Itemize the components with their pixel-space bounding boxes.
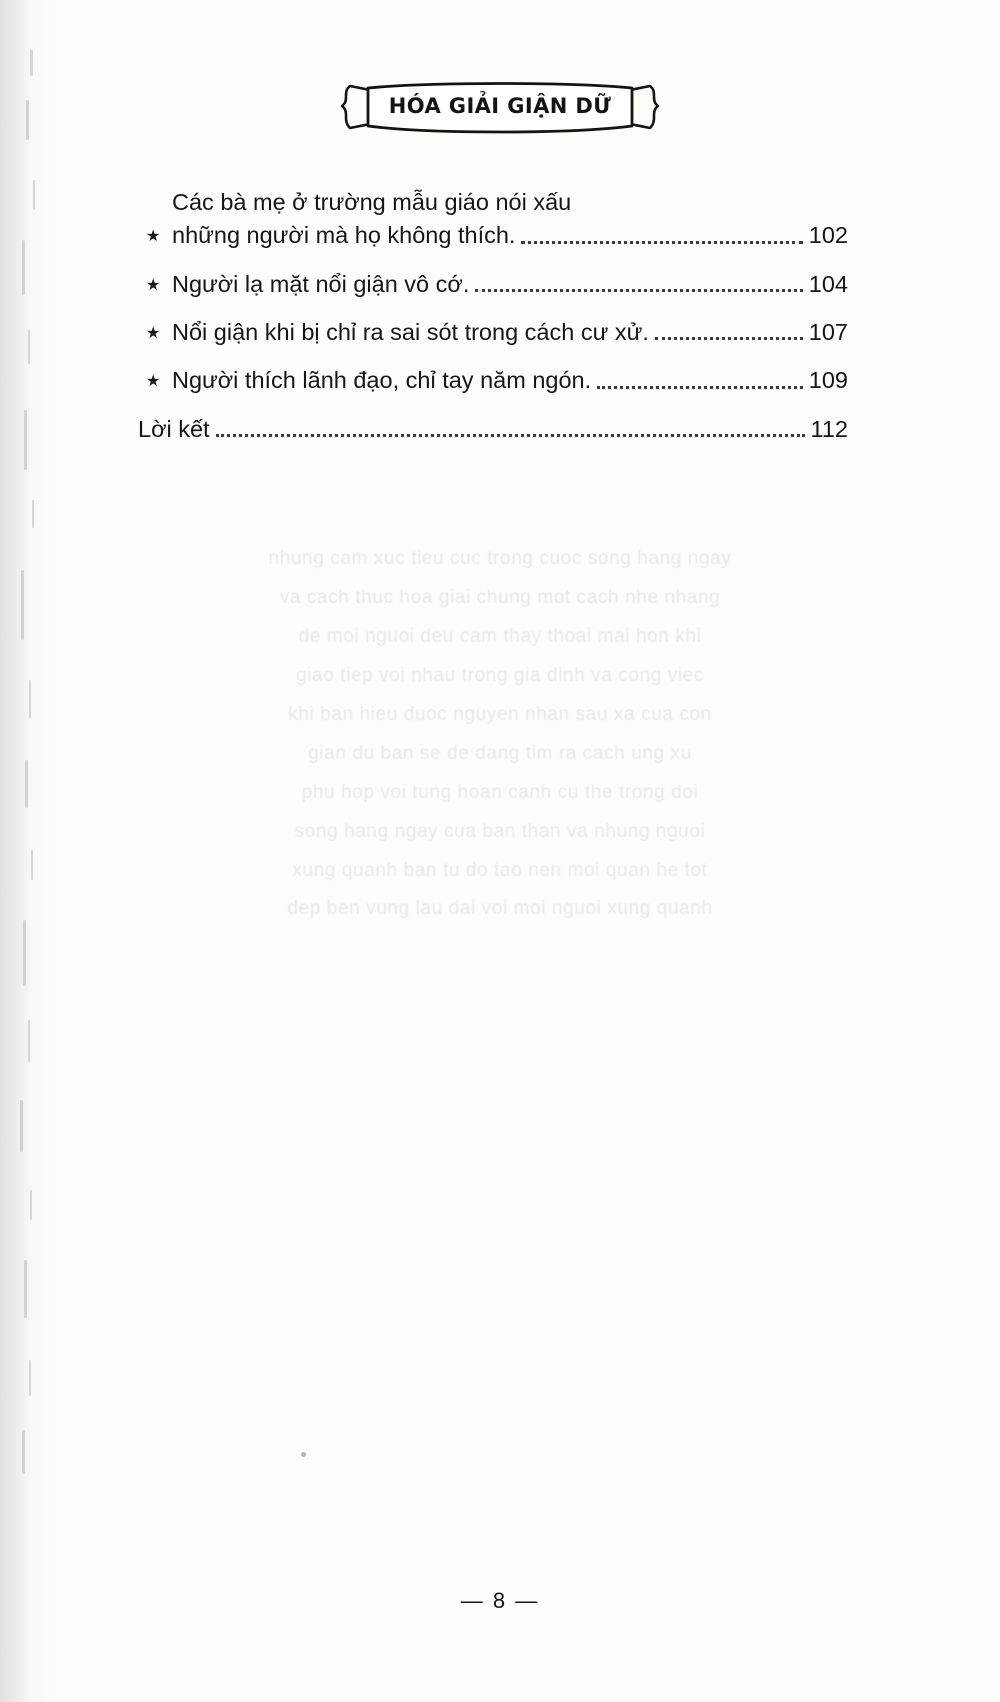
- bleed-through-line: dep ben vung lau dai voi moi nguoi xung quanh: [287, 898, 713, 920]
- bleed-through-line: song hang ngay cua ban than va nhung nguoi: [294, 820, 706, 842]
- toc-entry-line2: Người lạ mặt nổi giận vô cớ.: [172, 270, 470, 297]
- leader-dots: [597, 385, 803, 389]
- toc-page-number: 102: [808, 222, 848, 249]
- star-icon: ★: [146, 276, 161, 294]
- toc-entry-body: [138, 413, 848, 446]
- bleed-through-line: de moi nguoi deu cam thay thoai mai hon khi: [298, 625, 702, 647]
- bleed-through-text: [150, 540, 850, 929]
- leader-dots: [475, 288, 802, 292]
- toc-list: [138, 186, 848, 461]
- toc-entry-line1: Các bà mẹ ở trường mẫu giáo nói xấu: [172, 189, 572, 215]
- toc-entry-closing[interactable]: [138, 413, 848, 446]
- scan-speck: [301, 1452, 306, 1457]
- toc-entry-body: [172, 316, 848, 349]
- star-icon: ★: [146, 325, 161, 343]
- toc-entry-line2: Người thích lãnh đạo, chỉ tay năm ngón.: [172, 367, 592, 394]
- toc-page-number: 109: [808, 367, 848, 394]
- bleed-through-line: phu hop voi tung hoan canh cu the trong doi: [301, 781, 699, 803]
- leader-dots: [655, 336, 803, 340]
- toc-entry-line2: những người mà họ không thích.: [172, 222, 516, 249]
- toc-entry-body: [172, 186, 848, 253]
- toc-entry[interactable]: [146, 268, 848, 301]
- toc-page-number: 107: [808, 319, 848, 346]
- page-title: HÓA GIẢI GIẬN DỮ: [388, 94, 612, 118]
- toc-entry-body: [172, 364, 848, 397]
- scan-artifact-marks: [8, 30, 48, 1530]
- toc-entry-body: [172, 268, 848, 301]
- bleed-through-line: gian du ban se de dang tim ra cach ung xu: [308, 742, 692, 764]
- bleed-through-line: nhung cam xuc tieu cuc trong cuoc song hang ngay: [268, 548, 732, 569]
- bleed-through-line: khi ban hieu duoc nguyen nhan sau xa cua con: [288, 703, 712, 725]
- bleed-through-line: xung quanh ban tu do tao nen moi quan he tot: [292, 859, 708, 881]
- page-folio: — 8 —: [460, 1588, 540, 1613]
- bleed-through-line: giao tiep voi nhau trong gia dinh va cong viec: [296, 664, 704, 686]
- toc-entry[interactable]: [146, 364, 848, 397]
- toc-entry-line2: Lời kết: [138, 415, 210, 442]
- toc-page-number: 112: [810, 415, 848, 442]
- page-gutter-shadow: [0, 0, 52, 1702]
- toc-page-number: 104: [808, 270, 848, 297]
- star-icon: ★: [146, 228, 161, 246]
- toc-entry[interactable]: [146, 186, 848, 253]
- leader-dots: [521, 240, 802, 244]
- toc-entry-line2: Nổi giận khi bị chỉ ra sai sót trong cách cư xử.: [172, 319, 649, 346]
- leader-dots: [216, 433, 805, 437]
- star-icon: ★: [146, 373, 161, 391]
- toc-entry[interactable]: [146, 316, 848, 349]
- bleed-through-line: va cach thuc hoa giai chung mot cach nhe nhang: [279, 586, 721, 608]
- chapter-banner: [0, 76, 1000, 142]
